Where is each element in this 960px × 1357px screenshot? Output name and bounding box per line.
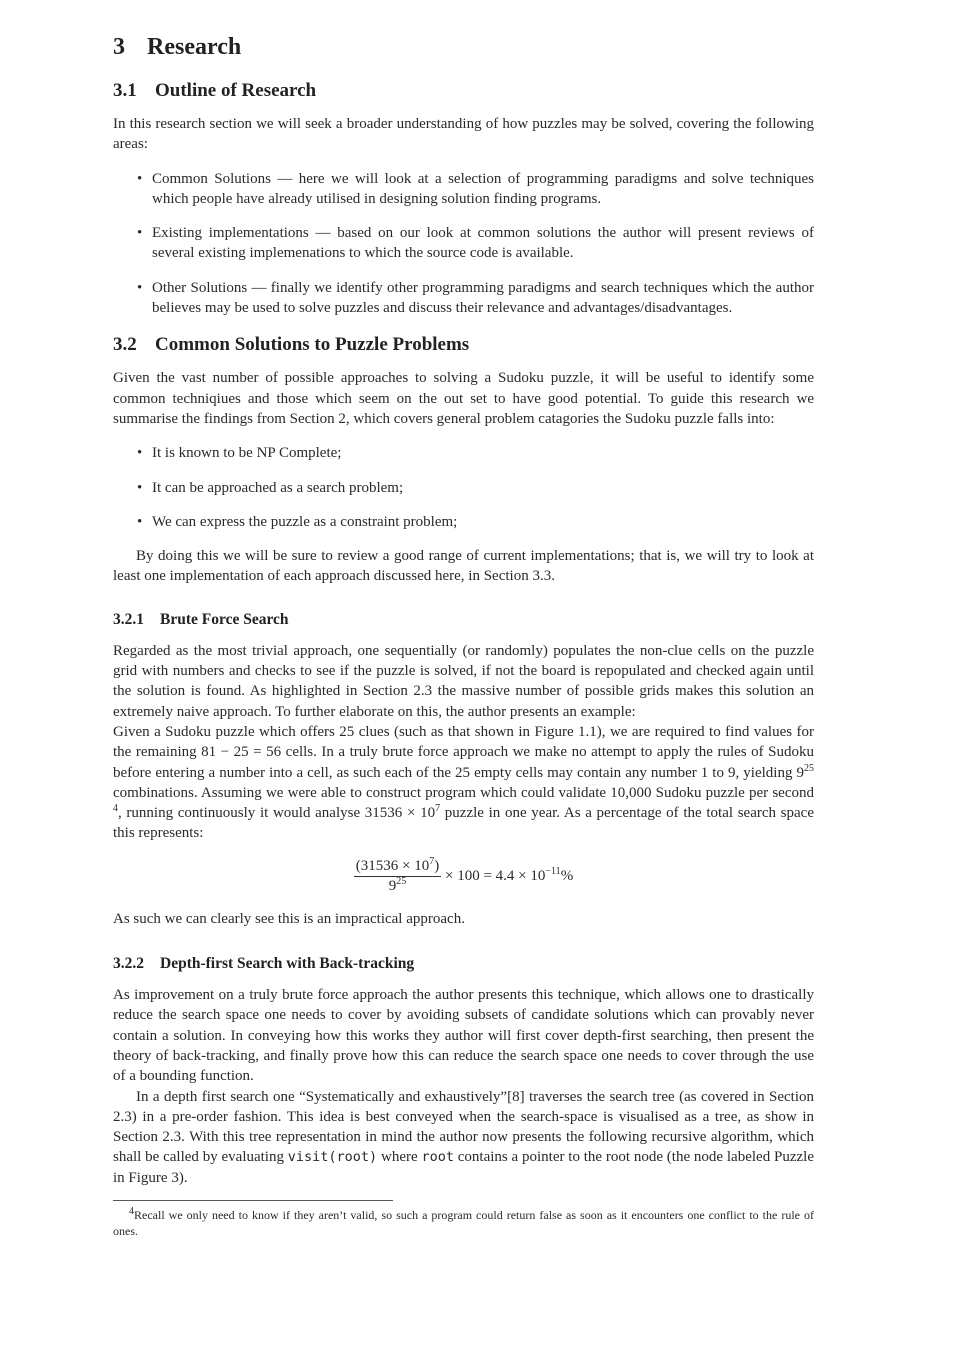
term-depth-first-searching: depth-first searching: [583, 1027, 709, 1044]
equation-fraction: [354, 855, 441, 895]
bullet-icon: •: [137, 279, 143, 296]
bullet-icon: •: [137, 445, 143, 462]
bullet-icon: •: [137, 513, 143, 530]
list-item: • Common Solutions — here we will look at a selection of programming paradigms and solve techniques which people have already utilised in designing solution finding programs.: [137, 170, 814, 207]
bullet-icon: •: [137, 170, 143, 187]
subsubsection-heading-3-2-1: [113, 609, 814, 631]
subsection-number: 3.2: [113, 334, 137, 356]
subsection-heading-3-2: [113, 332, 814, 358]
fraction-denominator: $9^{25}$: [388, 875, 407, 894]
subsubsection-title: Depth-first Search with Back-tracking: [160, 955, 415, 973]
list-item: • Other Solutions — finally we identify other programming paradigms and search techniques which the author believes may be used to solve puzzles and discuss their relevance and advantages/disadvantages.: [137, 279, 814, 317]
section-number: 3: [113, 34, 125, 60]
outline-list: [113, 169, 814, 319]
list-item: • It can be approached as a search problem;: [113, 478, 814, 498]
term-search-tree: search tree: [609, 1088, 675, 1105]
percentage-equation: [113, 855, 814, 895]
bullet-icon: •: [137, 225, 143, 242]
code-root: root: [421, 1149, 454, 1166]
list-item: • We can express the puzzle as a constraint problem;: [113, 512, 814, 532]
subsubsection-number: 3.2.1: [113, 610, 144, 628]
section-title: Research: [147, 34, 242, 60]
dfs-paragraph-1: As improvement on a truly brute force approach the author presents this technique, which allows one to drastically reduce the search space one needs to cover by avoiding subsets of candidate solutions which can provably never contain a solution. In conveying how this works they author will first cover depth-first searching, then present the theory of back-tracking, and finally prove how this can reduce the search space one needs to cover through the use of a bounding function.: [113, 987, 814, 1085]
fraction-numerator: $(31536 \times 10^7)$: [354, 858, 441, 877]
dfs-paragraph-2: In a depth first search one “Systematically and exhaustively”[8] traverses the search tree (as covered in Section 2.3) in a pre-order fashion. This idea is best conveyed when the search-space is visualised as a tree, as show in Section 2.3. With this tree representation in mind the author now presents the following recursive algorithm, which shall be called by evaluating visit(root) where root contains a pointer to the root node (the node labeled Puzzle in Figure 3).: [113, 1088, 814, 1186]
subsection-title: Common Solutions to Puzzle Problems: [155, 334, 470, 356]
brute-force-paragraph-2: Given a Sudoku puzzle which offers 25 clues (such as that shown in Figure 1.1), we are required to find values for the remaining 81 − 25 = 56 cells. In a truly brute force approach we make no attempt to apply the rules of Sudoku before entering a number into a cell, as such each of the 25 empty cells may contain any number 1 to 9, yielding $9^{25}$ combinations. Assuming we were able to construct program which could validate 10,000 Sudoku puzzle per second $^4$, running continuously it would analyse $31536 \times 10^7$ puzzle in one year. As a percentage of the total search space this represents:: [113, 723, 814, 842]
footnote-mark: 4: [129, 1205, 134, 1217]
footnote: $^4$Recall we only need to know if they aren’t valid, so such a program could return false as soon as it encounters one conflict to the rule of ones.: [113, 1205, 814, 1238]
page-content: [113, 30, 814, 1239]
brute-force-paragraph-1: Regarded as the most trivial approach, one sequentially (or randomly) populates the non-clue cells on the puzzle grid with numbers and checks to see if the puzzle is solved, if not the board is repopulated and checked again until the solution is found. As highlighted in Section 2.3 the massive number of possible grids makes this solution an extremely naive approach. To further elaborate on this, the author presents an example:: [113, 642, 814, 720]
subsection-title: Outline of Research: [155, 80, 317, 101]
subsection-heading-3-1: [113, 78, 814, 104]
subsubsection-heading-3-2-2: [113, 953, 814, 975]
brute-force-conclusion: As such we can clearly see this is an impractical approach.: [113, 910, 465, 927]
list-item: • Existing implementations — based on our look at common solutions the author will present reviews of several existing implemenations to which the source code is available.: [137, 225, 814, 262]
footnote-rule: [113, 1200, 393, 1201]
equation-result: × $100 = 4.4 \times 10^{-11}\%$: [441, 865, 574, 884]
outline-intro: In this research section we will seek a broader understanding of how puzzles may be solved, covering the following areas:: [113, 116, 814, 153]
bullet-icon: •: [137, 479, 143, 496]
section-heading: [113, 30, 814, 64]
subsection-number: 3.1: [113, 80, 137, 101]
subsubsection-title: Brute Force Search: [160, 610, 289, 628]
subsubsection-number: 3.2.2: [113, 955, 144, 973]
code-visit-root: visit(root): [287, 1149, 378, 1166]
common-solutions-outro: By doing this we will be sure to review a good range of current implementations; that is, we will try to look at least one implementation of each approach discussed here, in Section 3.3.: [113, 548, 814, 585]
problem-categories-list: [113, 443, 814, 532]
term-back-tracking: back-tracking: [172, 1047, 256, 1064]
list-item: • It is known to be NP Complete;: [113, 443, 814, 463]
common-solutions-intro: Given the vast number of possible approaches to solving a Sudoku puzzle, it will be useful to identify some common techniqiues and those which seem on the out set to have good potential. To guide this research we summarise the findings from Section 2, which covers general problem catagories the Sudoku puzzle falls into:: [113, 370, 814, 427]
